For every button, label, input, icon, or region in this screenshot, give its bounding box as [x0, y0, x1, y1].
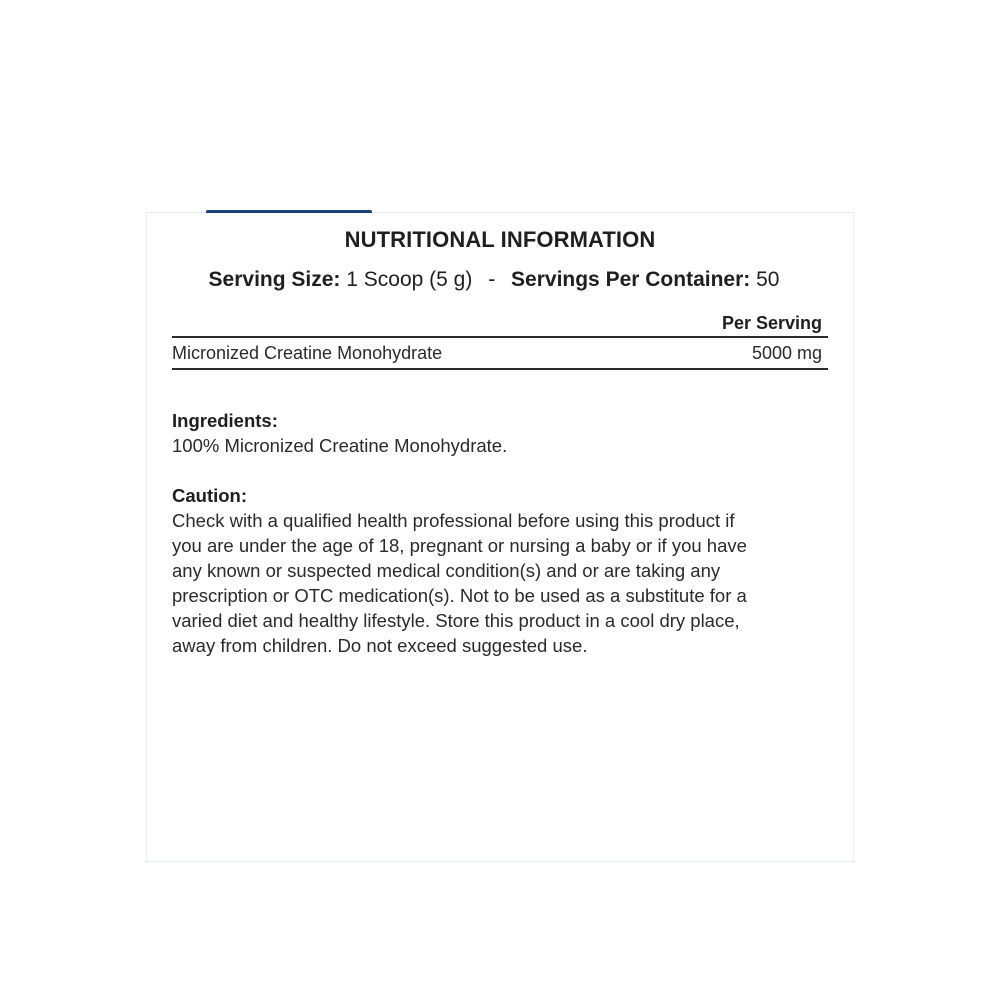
table-row	[172, 338, 828, 368]
serving-info	[0, 268, 988, 292]
caution-line: Check with a qualified health professional before using this product if	[172, 510, 735, 531]
serving-size-value: 1 Scoop (5 g)	[346, 268, 473, 291]
ingredients-heading: Ingredients:	[172, 410, 278, 431]
row-nutrient-name: Micronized Creatine Monohydrate	[172, 343, 443, 363]
caution-line: varied diet and healthy lifestyle. Store this product in a cool dry place,	[172, 610, 740, 631]
ingredients-text: 100% Micronized Creatine Monohydrate.	[172, 435, 508, 456]
ingredients-section	[172, 408, 832, 458]
servings-per-container-label: Servings Per Container:	[511, 268, 751, 291]
caution-line: you are under the age of 18, pregnant or nursing a baby or if you have	[172, 535, 747, 556]
caution-section	[172, 483, 832, 658]
panel-tab-accent	[206, 210, 372, 213]
caution-heading: Caution:	[172, 485, 248, 506]
nutrition-table	[172, 310, 828, 370]
row-nutrient-amount: 5000 mg	[751, 343, 822, 363]
caution-line: any known or suspected medical condition(s) and or are taking any	[172, 560, 721, 581]
table-bottom-rule	[172, 368, 828, 370]
serving-size-label: Serving Size:	[208, 268, 341, 291]
label-title: NUTRITIONAL INFORMATION	[344, 227, 656, 252]
servings-per-container-value: 50	[756, 268, 780, 291]
caution-line: away from children. Do not exceed suggested use.	[172, 635, 588, 656]
serving-separator: -	[488, 268, 496, 291]
caution-line: prescription or OTC medication(s). Not to be used as a substitute for a	[172, 585, 747, 606]
per-serving-header: Per Serving	[721, 313, 822, 333]
